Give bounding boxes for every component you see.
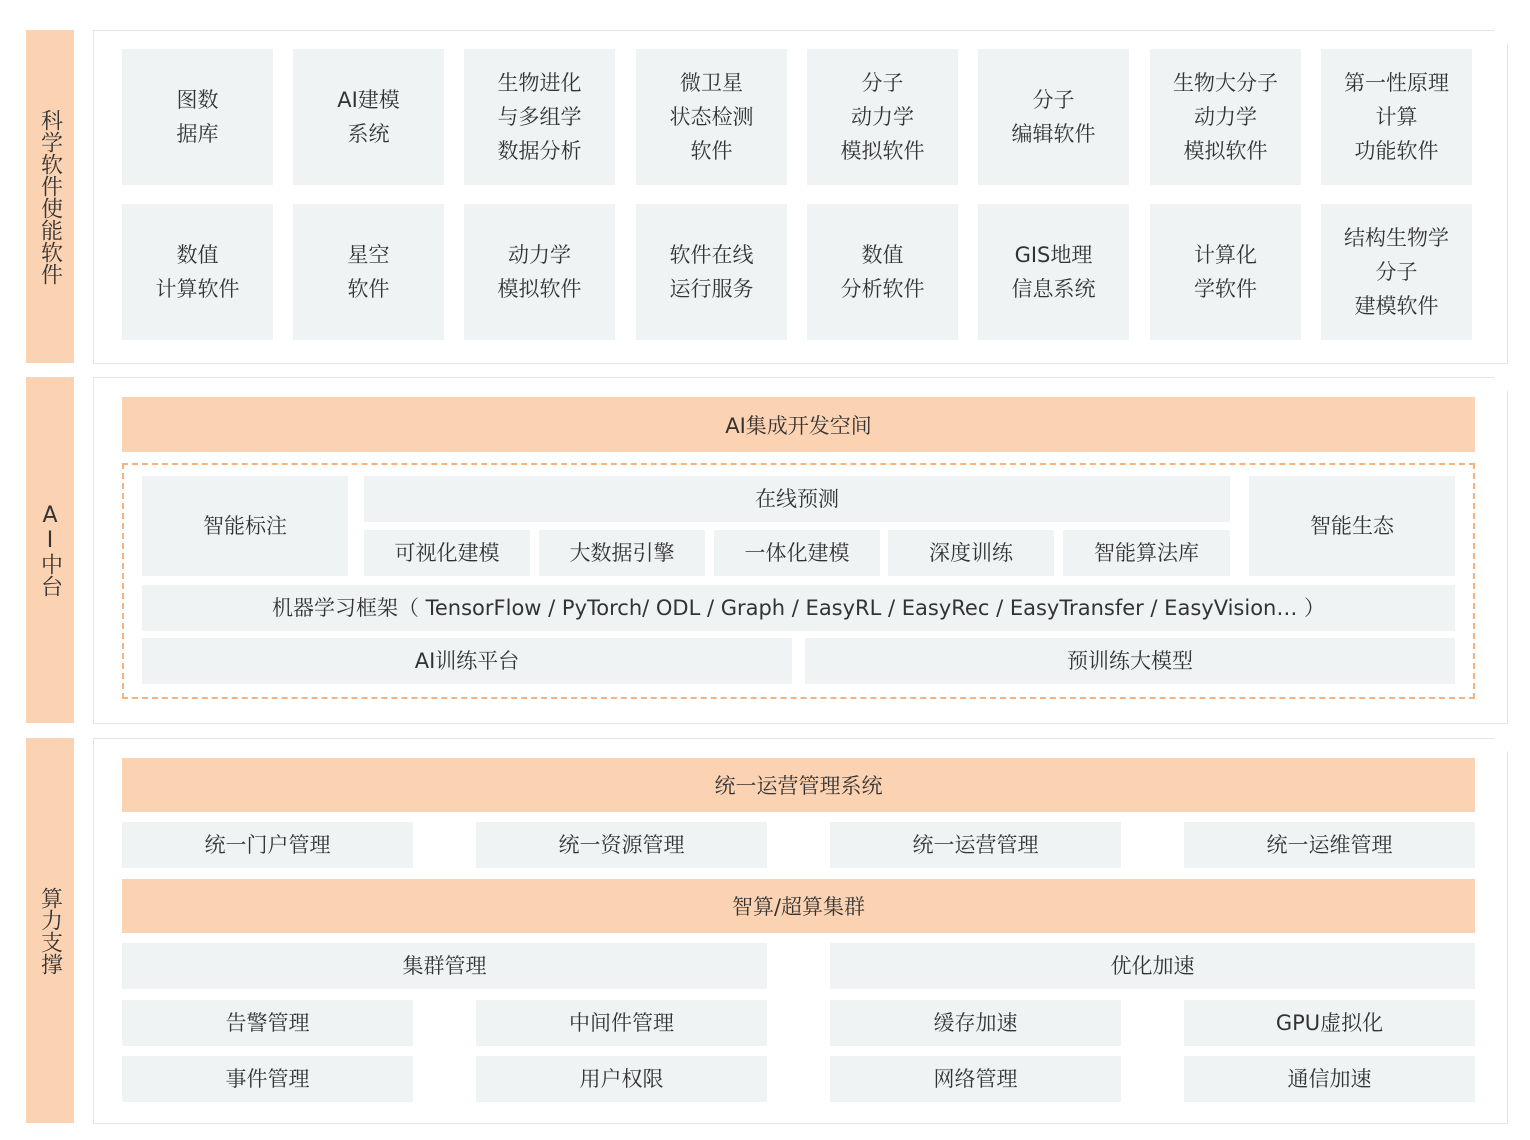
sci-cell[interactable]: 结构生物学 分子 建模软件 [1321,204,1472,340]
sci-cell[interactable]: 星空 软件 [293,204,444,340]
cluster-mgmt-cell[interactable]: 集群管理 [122,943,767,989]
sci-cell[interactable]: 软件在线 运行服务 [636,204,787,340]
side-label-ai-platform: AI中台 [26,377,74,723]
cluster-item-cell[interactable]: 用户权限 [476,1056,767,1102]
cluster-item-cell[interactable]: 通信加速 [1184,1056,1475,1102]
side-label-compute: 算力支撑 [26,738,74,1123]
cluster-item-cell[interactable]: 网络管理 [830,1056,1121,1102]
sci-cell[interactable]: 动力学 模拟软件 [464,204,615,340]
ops-system-bar[interactable]: 统一运营管理系统 [122,758,1475,812]
sci-cell[interactable]: GIS地理 信息系统 [978,204,1129,340]
cluster-item-cell[interactable]: 中间件管理 [476,1000,767,1046]
sci-cell[interactable]: 分子 编辑软件 [978,49,1129,185]
mgmt-cell[interactable]: 统一运营管理 [830,822,1121,868]
side-label-sci-software: 科学软件使能软件 [26,30,74,363]
mgmt-cell[interactable]: 统一门户管理 [122,822,413,868]
sci-cell[interactable]: 微卫星 状态检测 软件 [636,49,787,185]
online-prediction-cell[interactable]: 在线预测 [364,476,1230,522]
ai-tool-cell[interactable]: 智能算法库 [1063,530,1230,576]
smart-ecology-cell[interactable]: 智能生态 [1249,476,1455,576]
sci-cell[interactable]: 数值 计算软件 [122,204,273,340]
ai-tool-cell[interactable]: 深度训练 [888,530,1054,576]
pretrained-models-cell[interactable]: 预训练大模型 [805,638,1455,684]
mgmt-cell[interactable]: 统一资源管理 [476,822,767,868]
optimization-cell[interactable]: 优化加速 [830,943,1475,989]
sci-cell[interactable]: 分子 动力学 模拟软件 [807,49,958,185]
ai-training-platform-cell[interactable]: AI训练平台 [142,638,792,684]
sci-cell[interactable]: 第一性原理 计算 功能软件 [1321,49,1472,185]
cluster-item-cell[interactable]: GPU虚拟化 [1184,1000,1475,1046]
sci-cell[interactable]: AI建模 系统 [293,49,444,185]
cluster-item-cell[interactable]: 事件管理 [122,1056,413,1102]
ml-framework-bar[interactable]: 机器学习框架（ TensorFlow / PyTorch/ ODL / Graph / EasyRL / EasyRec / EasyTransfer / EasyVision… ） [142,585,1455,631]
ai-tool-cell[interactable]: 一体化建模 [714,530,880,576]
sci-cell[interactable]: 生物大分子 动力学 模拟软件 [1150,49,1301,185]
cluster-item-cell[interactable]: 缓存加速 [830,1000,1121,1046]
cluster-item-cell[interactable]: 告警管理 [122,1000,413,1046]
smart-annotation-cell[interactable]: 智能标注 [142,476,348,576]
mgmt-cell[interactable]: 统一运维管理 [1184,822,1475,868]
ai-integrated-space-bar[interactable]: AI集成开发空间 [122,397,1475,452]
cluster-bar[interactable]: 智算/超算集群 [122,879,1475,933]
sci-cell[interactable]: 计算化 学软件 [1150,204,1301,340]
ai-tool-cell[interactable]: 可视化建模 [364,530,530,576]
sci-cell[interactable]: 图数 据库 [122,49,273,185]
sci-cell[interactable]: 生物进化 与多组学 数据分析 [464,49,615,185]
sci-cell[interactable]: 数值 分析软件 [807,204,958,340]
ai-tool-cell[interactable]: 大数据引擎 [539,530,705,576]
